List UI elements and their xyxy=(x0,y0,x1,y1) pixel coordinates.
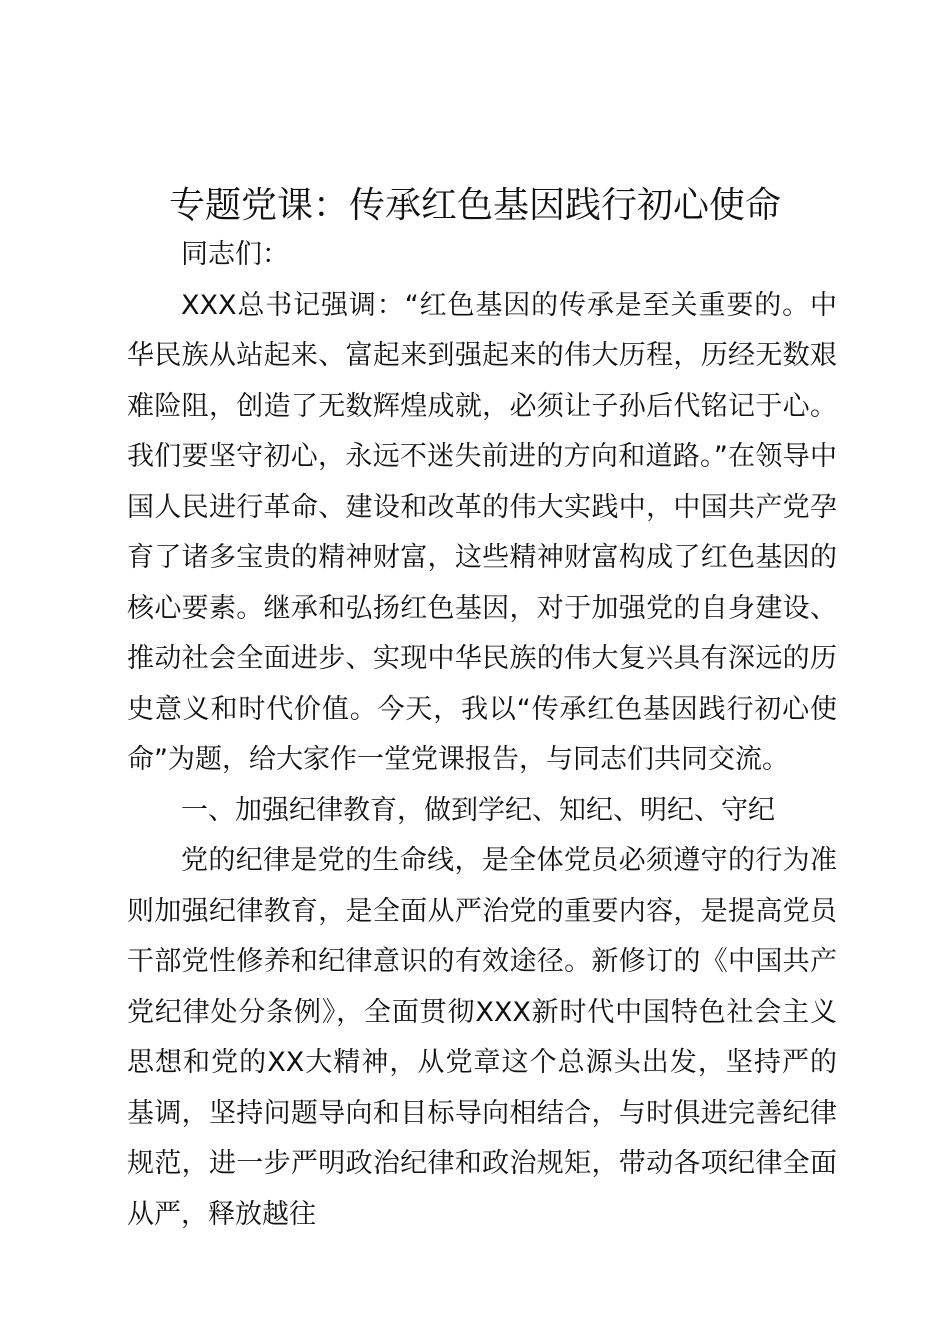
paragraph: 党的纪律是党的生命线，是全体党员必须遵守的行为准则加强纪律教育，是全面从严治党的重要内容，是提高党员干部党性修养和纪律意识的有效途径。新修订的《中国共产党纪律处分条例》，全面贯彻XXX新时代中国特色社会主义思想和党的XX大精神，从党章这个总源头出发，坚持严的基调，坚持问题导向和目标导向相结合，与时俱进完善纪律规范，进一步严明政治纪律和政治规矩，带动各项纪律全面从严，释放越往 xyxy=(127,845,837,1230)
document-body xyxy=(127,230,837,1240)
section-heading: 一、加强纪律教育，做到学纪、知纪、明纪、守纪 xyxy=(181,794,775,826)
paragraph: XXX总书记强调：“红色基因的传承是至关重要的。中华民族从站起来、富起来到强起来的伟大历程，历经无数艰难险阻，创造了无数辉煌成就，必须让子孙后代铭记于心。我们要坚守初心，永远不迷失前进的方向和道路。”在领导中国人民进行革命、建设和改革的伟大实践中，中国共产党孕育了诸多宝贵的精神财富，这些精神财富构成了红色基因的核心要素。继承和弘扬红色基因，对于加强党的自身建设、推动社会全面进步、实现中华民族的伟大复兴具有深远的历史意义和时代价值。今天，我以“传承红色基因践行初心使命”为题，给大家作一堂党课报告，与同志们共同交流。 xyxy=(127,289,837,775)
greeting: 同志们： xyxy=(181,239,289,270)
document-title: 专题党课：传承红色基因践行初心使命 xyxy=(168,185,781,226)
